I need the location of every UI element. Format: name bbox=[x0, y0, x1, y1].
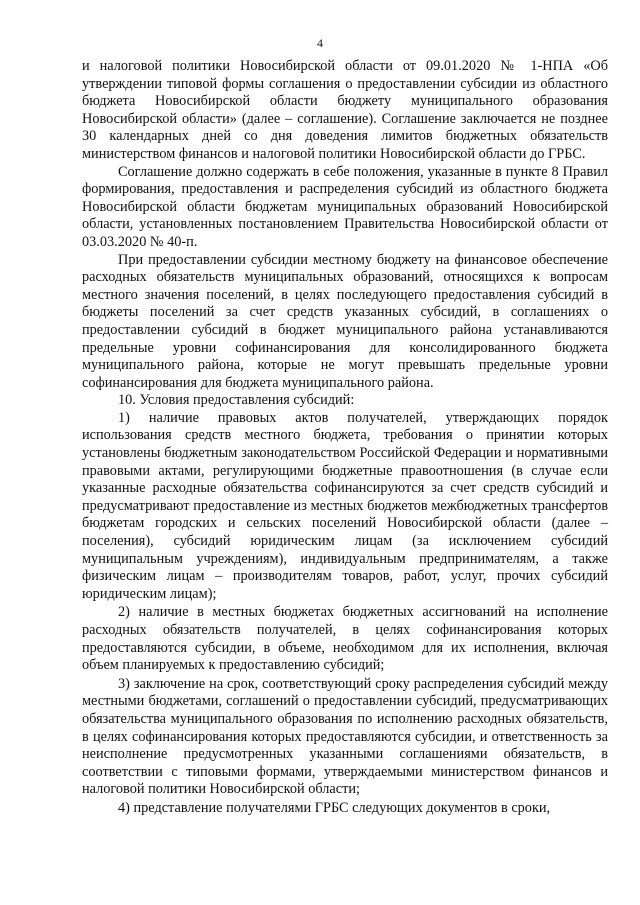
page-number: 4 bbox=[317, 36, 323, 50]
list-item-2: 2) наличие в местных бюджетах бюджетных ассигнований на исполнение расходных обязательств получателей, в целях софинансирования которых предоставляются субсидии, в объеме, необходимом для их исполнения, включая объем планируемых к предоставлению субсидий; bbox=[82, 604, 608, 674]
section-heading-conditions: 10. Условия предоставления субсидий: bbox=[118, 392, 355, 409]
list-item-3: 3) заключение на срок, соответствующий сроку распределения субсидий между местными бюджетами, соглашений о предоставлении субсидий, предусматривающих обязательства муниципального образования по исполнению расходных обязательств, в целях софинансирования которых предоставляются субсидии, и ответственность за неисполнение предусмотренных указанными соглашениями обязательств, в соответствии с типовыми формами, утверждаемыми министерством финансов и налоговой политики Новосибирской области; bbox=[82, 675, 608, 798]
paragraph-continuation: и налоговой политики Новосибирской области от 09.01.2020 № 1-НПА «Об утверждении типовой формы соглашения о предоставлении субсидии из областного бюджета Новосибирской области бюджету муниципального образования Новосибирской области» (далее – соглашение). Соглашение заключается не позднее 30 календарных дней со дня доведения лимитов бюджетных обязательств министерством финансов и налоговой политики Новосибирской области до ГРБС. bbox=[82, 58, 608, 162]
list-item-4: 4) представление получателями ГРБС следующих документов в сроки, bbox=[118, 799, 551, 816]
paragraph-agreement-provisions: Соглашение должно содержать в себе положения, указанные в пункте 8 Правил формирования, предоставления и распределения субсидий из областного бюджета Новосибирской области бюджетам муниципальных образований Новосибирской области, установленных постановлением Правительства Новосибирской области от 03.03.2020 № 40-п. bbox=[82, 163, 608, 250]
document-body bbox=[82, 58, 608, 818]
list-item-1: 1) наличие правовых актов получателей, утверждающих порядок использования средств местного бюджета, требования о принятии которых установлены бюджетным законодательством Российской Федерации и нормативными правовыми актами, регулирующими бюджетные правоотношения (в случае если указанные расходные обязательства софинансируются за счет средств субсидий и предусматривают предоставление из местных бюджетов межбюджетных трансфертов бюджетам городских и сельских поселений Новосибирской области (далее – поселения), субсидий юридическим лицам (за исключением субсидий муниципальным учреждениям), индивидуальным предпринимателям, а также физическим лицам – производителям товаров, работ, услуг, прочих субсидий юридическим лицам); bbox=[82, 409, 608, 602]
paragraph-cofinancing-levels: При предоставлении субсидии местному бюджету на финансовое обеспечение расходных обязательств муниципальных образований, относящихся к вопросам местного значения поселений, в целях последующего предоставления субсидий в бюджеты поселений за счет средств указанных субсидий, в соглашениях о предоставлении субсидий в бюджет муниципального района устанавливаются предельные уровни софинансирования для консолидированного бюджета муниципального района, которые не могут превышать предельные уровни софинансирования для бюджета муниципального района. bbox=[82, 251, 608, 391]
